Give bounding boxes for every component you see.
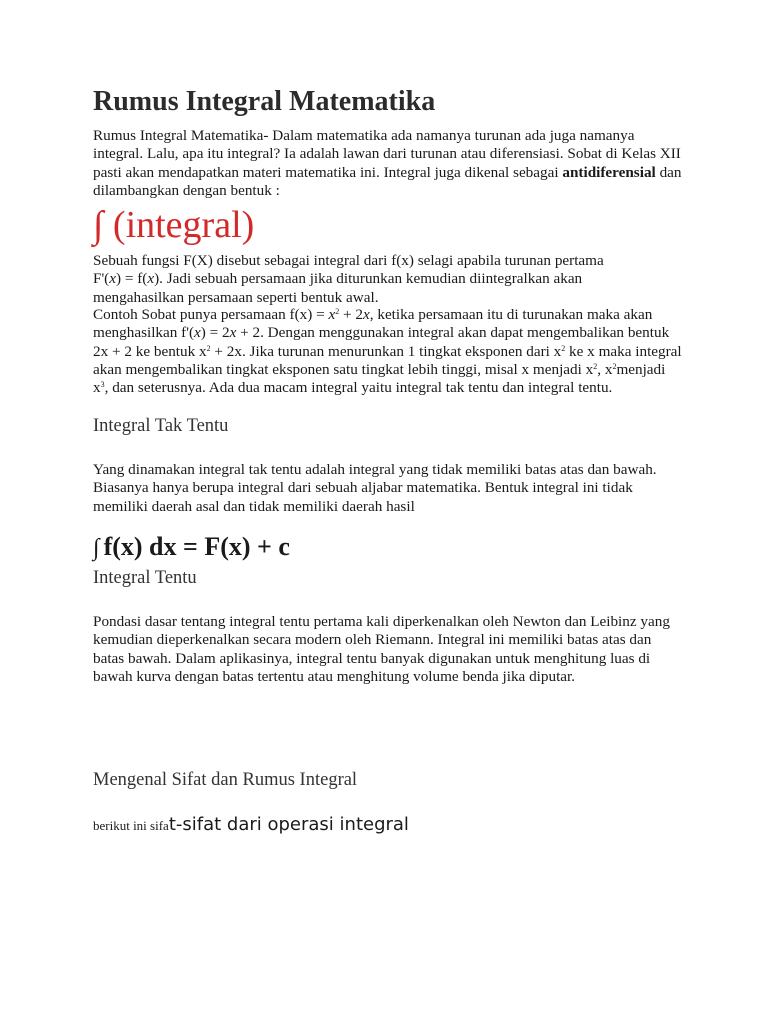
variable-x: x xyxy=(328,306,336,323)
indefinite-integral-formula xyxy=(93,532,290,562)
definition-paragraph xyxy=(93,252,683,307)
definition-text: F'( xyxy=(93,270,110,288)
definition-line-3: mengahasilkan persamaan seperti bentuk awal. xyxy=(93,288,379,306)
heading-sifat-rumus: Mengenal Sifat dan Rumus Integral xyxy=(93,770,358,790)
intro-paragraph xyxy=(93,127,683,200)
integral-sign: ∫ xyxy=(93,535,100,561)
example-text: menjadi x xyxy=(93,360,666,397)
intro-text-end: dan dilambangkan dengan bentuk : xyxy=(93,163,682,199)
variable-x: x xyxy=(363,306,370,323)
variable-x: x xyxy=(194,324,201,342)
heading-integral-tentu: Integral Tentu xyxy=(93,568,197,588)
exponent: 3 xyxy=(100,380,105,390)
variable-x: x xyxy=(109,270,116,288)
variable-x: x xyxy=(229,324,237,342)
tentu-paragraph: Pondasi dasar tentang integral tentu pertama kali diperkenalkan oleh Newton dan Leibinz yang kemudian dieperkenalkan secara modern oleh Riemann. Integral ini memiliki batas atas dan batas bawah. Dalam aplikasinya, integral tentu banyak digunakan untuk menghitung luas di bawah kurva dengan batas tertentu atau menghitung volume benda jika diputar. xyxy=(93,613,670,685)
sifat-intro-line xyxy=(93,814,409,835)
definition-line-1: Sebuah fungsi F(X) disebut sebagai integral dari f(x) selagi apabila turunan pertama xyxy=(93,252,604,269)
example-text: ke x maka integral akan mengembalikan tingkat eksponen satu tingkat lebih tinggi, misal x menjadi x xyxy=(93,342,682,378)
sifat-small-text: berikut ini sifa xyxy=(93,818,169,833)
page-title: Rumus Integral Matematika xyxy=(93,86,436,117)
example-text: + 2x. Jika turunan menurunkan 1 tingkat eksponen dari x xyxy=(210,342,562,360)
example-text: + 2. Dengan menggunakan integral akan dapat mengembalikan bentuk 2x + 2 ke bentuk x xyxy=(93,324,670,360)
example-text: + 2 xyxy=(339,306,363,323)
example-paragraph xyxy=(93,306,683,397)
example-text: , x xyxy=(597,360,613,378)
exponent: 2 xyxy=(612,361,617,371)
heading-integral-tak-tentu: Integral Tak Tentu xyxy=(93,416,229,436)
sifat-large-text: t-sifat dari operasi integral xyxy=(168,814,409,835)
integral-symbol-heading: ∫ (integral) xyxy=(93,204,255,246)
intro-text-start: Rumus Integral Matematika- Dalam matematika ada namanya turunan ada juga namanya integral. Lalu, apa itu integral? Ia adalah lawan dari turunan atau diferensiasi. Sobat di Kelas XII pasti akan mendapatkan materi matematika ini. Integral juga dikenal sebagai xyxy=(93,127,681,181)
tak-tentu-paragraph: Yang dinamakan integral tak tentu adalah integral yang tidak memiliki batas atas dan bawah. Biasanya hanya berupa integral dari sebuah aljabar matematika. Bentuk integral ini tidak memiliki daerah asal dan tidak memiliki daerah hasil xyxy=(93,461,657,515)
example-text: Contoh Sobat punya persamaan f(x) = xyxy=(93,306,329,323)
exponent: 2 xyxy=(593,361,598,371)
formula-expression: f(x) dx = F(x) + c xyxy=(103,532,290,561)
definition-text: ) = f( xyxy=(116,270,148,288)
example-text: , dan seterusnya. Ada dua macam integral yaitu integral tak tentu dan integral tentu. xyxy=(104,379,613,397)
definition-text: ). Jadi sebuah persamaan jika diturunkan kemudian diintegralkan akan xyxy=(154,270,583,288)
variable-x: x xyxy=(147,270,155,288)
exponent: 2 xyxy=(206,343,211,353)
exponent: 2 xyxy=(335,307,340,316)
example-text: ) = 2 xyxy=(200,324,230,342)
example-text: , ketika persamaan itu di turunakan maka akan menghasilkan f'( xyxy=(93,306,653,342)
intro-bold-term: antidiferensial xyxy=(562,163,656,181)
exponent: 2 xyxy=(561,343,566,353)
